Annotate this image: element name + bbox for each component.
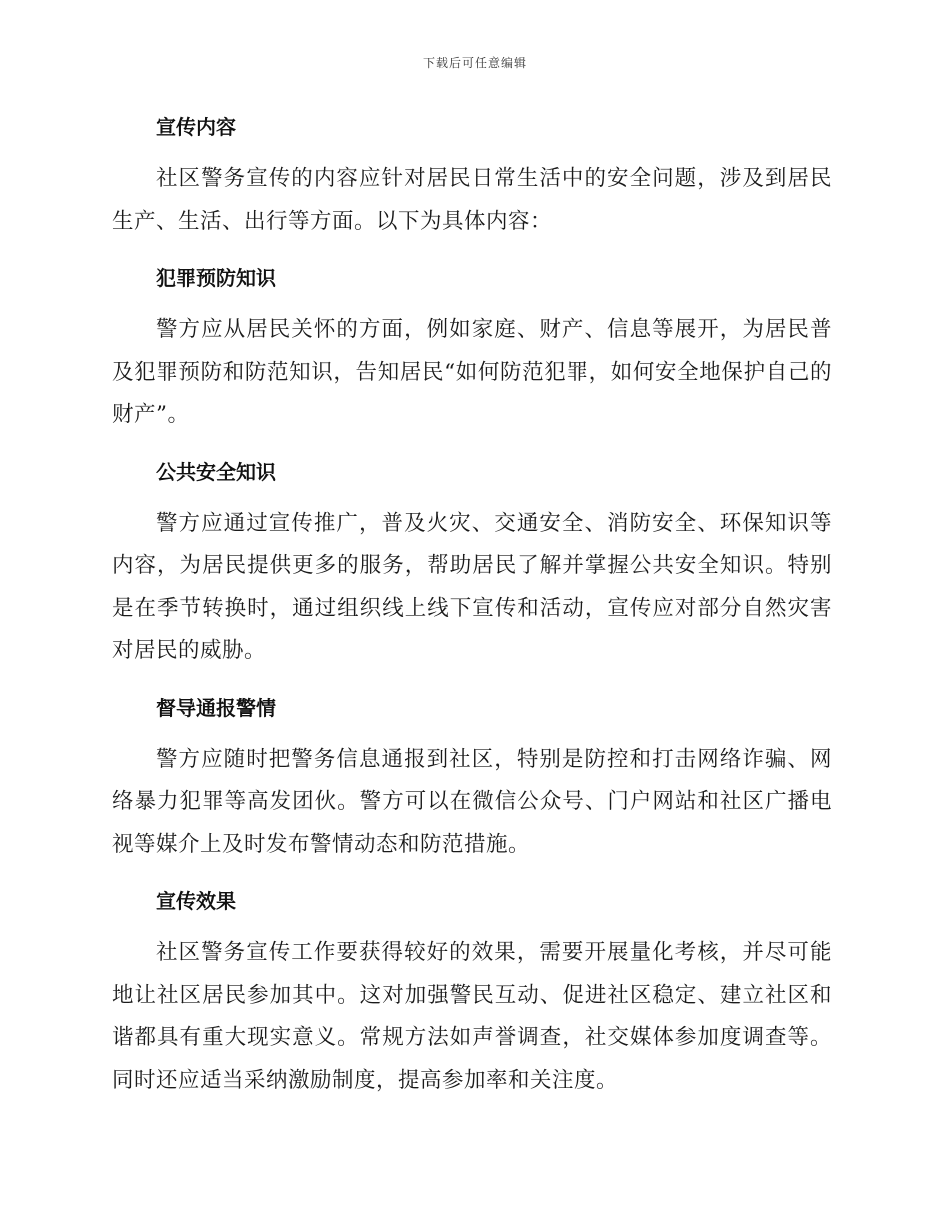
section-heading-police-notices: 督导通报警情 <box>156 695 276 720</box>
section-heading-publicity-content: 宣传内容 <box>156 115 236 139</box>
section-heading-crime-prevention: 犯罪预防知识 <box>156 266 276 290</box>
section-paragraph-police-notices: 警方应随时把警务信息通报到社区，特别是防控和打击网络诈骗、网络暴力犯罪等高发团伙。警方可以在微信公众号、门户网站和社区广播电视等媒介上及时发布警情动态和防范措施。 <box>112 746 832 857</box>
document-body <box>112 106 832 1116</box>
section-paragraph-publicity-effect: 社区警务宣传工作要获得较好的效果，需要开展量化考核，并尽可能地让社区居民参加其中。这对加强警民互动、促进社区稳定、建立社区和谐都具有重大现实意义。常规方法如声誉调查，社交媒体参加度调查等。同时还应适当采纳激励制度，提高参加率和关注度。 <box>112 940 832 1093</box>
page-header: 下载后可任意编辑 <box>422 56 527 70</box>
section-paragraph-crime-prevention: 警方应从居民关怀的方面，例如家庭、财产、信息等展开，为居民普及犯罪预防和防范知识，告知居民“如何防范犯罪，如何安全地保护自己的财产”。 <box>112 317 832 427</box>
section-heading-publicity-effect: 宣传效果 <box>156 889 236 913</box>
section-paragraph-publicity-content: 社区警务宣传的内容应针对居民日常生活中的安全问题，涉及到居民生产、生活、出行等方面。以下为具体内容： <box>112 166 832 234</box>
section-heading-public-safety: 公共安全知识 <box>156 459 276 484</box>
section-paragraph-public-safety: 警方应通过宣传推广，普及火灾、交通安全、消防安全、环保知识等内容，为居民提供更多的服务，帮助居民了解并掌握公共安全知识。特别是在季节转换时，通过组织线上线下宣传和活动，宣传应对部分自然灾害对居民的威胁。 <box>112 510 832 663</box>
